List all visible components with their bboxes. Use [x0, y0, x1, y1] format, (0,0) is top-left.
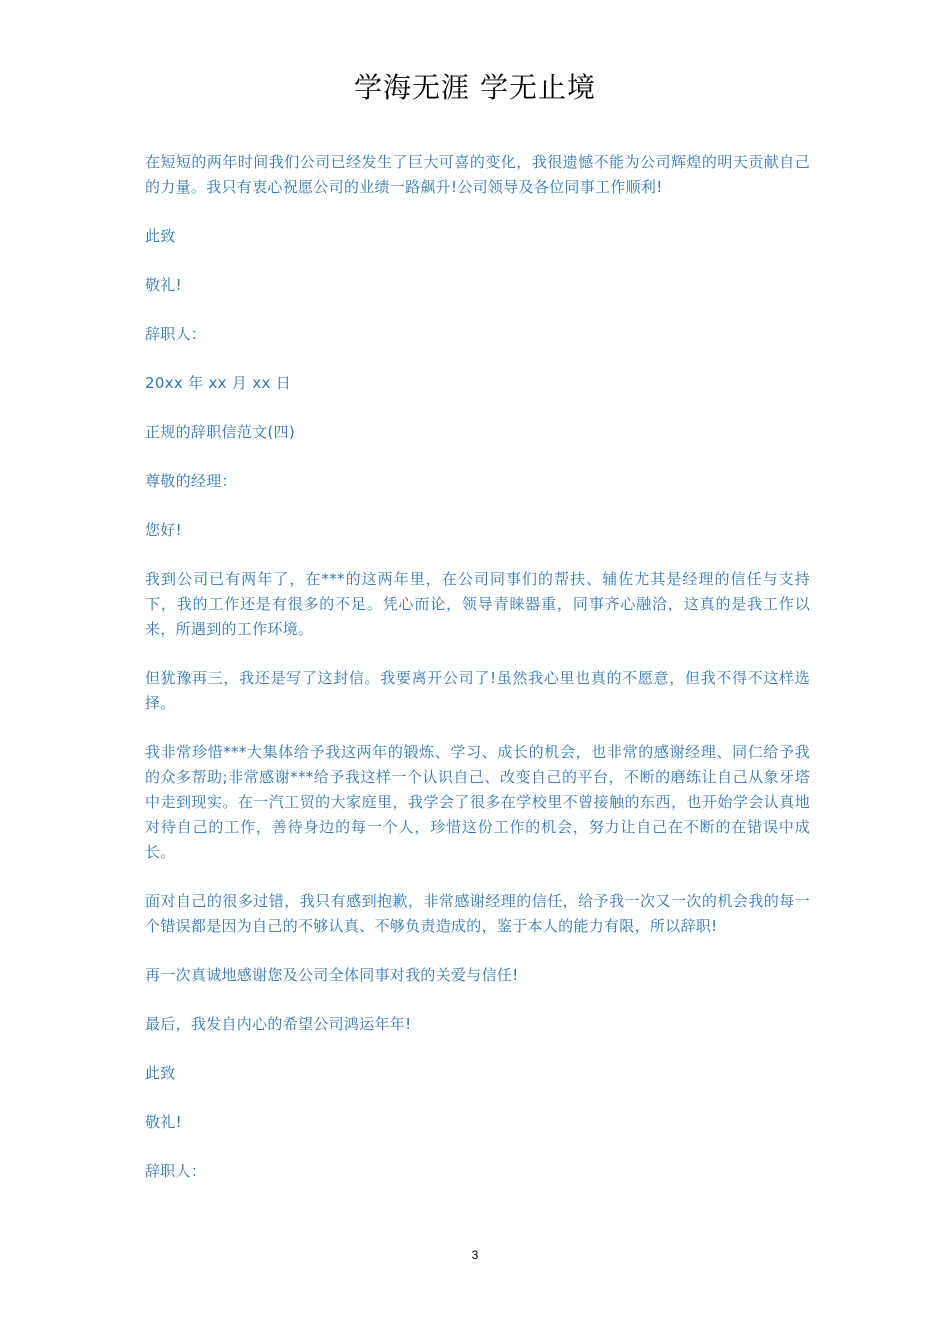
page-header-title: 学海无涯 学无止境 — [354, 71, 596, 104]
paragraph-salute-2: 敬礼! — [145, 1113, 182, 1131]
paragraph-closing-1: 此致 — [145, 227, 176, 245]
paragraph-salute-1: 敬礼! — [145, 276, 182, 294]
paragraph-apology: 面对自己的很多过错，我只有感到抱歉，非常感谢经理的信任，给予我一次又一次的机会我的每一个错误都是因为自己的不够认真、不够负责造成的，鉴于本人的能力有限，所以辞职! — [145, 892, 810, 935]
paragraph-wish: 在短短的两年时间我们公司已经发生了巨大可喜的变化，我很遗憾不能为公司辉煌的明天贡献自己的力量。我只有衷心祝愿公司的业绩一路飙升!公司领导及各位同事工作顺利! — [145, 153, 810, 196]
paragraph-hello: 您好! — [145, 521, 182, 539]
paragraph-intro: 我到公司已有两年了，在***的这两年里，在公司同事们的帮扶、辅佐尤其是经理的信任与支持下，我的工作还是有很多的不足。凭心而论，领导青睐器重，同事齐心融洽，这真的是我工作以来，所遇到的工作环境。 — [145, 570, 810, 638]
letter-body — [145, 150, 810, 1208]
paragraph-decision: 但犹豫再三，我还是写了这封信。我要离开公司了!虽然我心里也真的不愿意，但我不得不这样选择。 — [145, 669, 810, 712]
paragraph-gratitude: 我非常珍惜***大集体给予我这两年的锻炼、学习、成长的机会，也非常的感谢经理、同仁给予我的众多帮助;非常感谢***给予我这样一个认识自己、改变自己的平台，不断的磨练让自己从象牙塔中走到现实。在一汽工贸的大家庭里，我学会了很多在学校里不曾接触的东西，也开始学会认真地对待自己的工作，善待身边的每一个人，珍惜这份工作的机会，努力让自己在不断的在错误中成长。 — [145, 743, 810, 861]
paragraph-closing-2: 此致 — [145, 1064, 176, 1082]
paragraph-date: 20xx 年 xx 月 xx 日 — [145, 374, 291, 392]
paragraph-thanks: 再一次真诚地感谢您及公司全体同事对我的关爱与信任! — [145, 966, 519, 984]
paragraph-greeting-recipient: 尊敬的经理： — [145, 472, 237, 490]
paragraph-final-wish: 最后，我发自内心的希望公司鸿运年年! — [145, 1015, 412, 1033]
paragraph-signer-1: 辞职人： — [145, 325, 207, 343]
paragraph-section-title: 正规的辞职信范文(四) — [145, 423, 296, 441]
page-number: 3 — [471, 1248, 479, 1262]
paragraph-signer-2: 辞职人： — [145, 1162, 207, 1180]
